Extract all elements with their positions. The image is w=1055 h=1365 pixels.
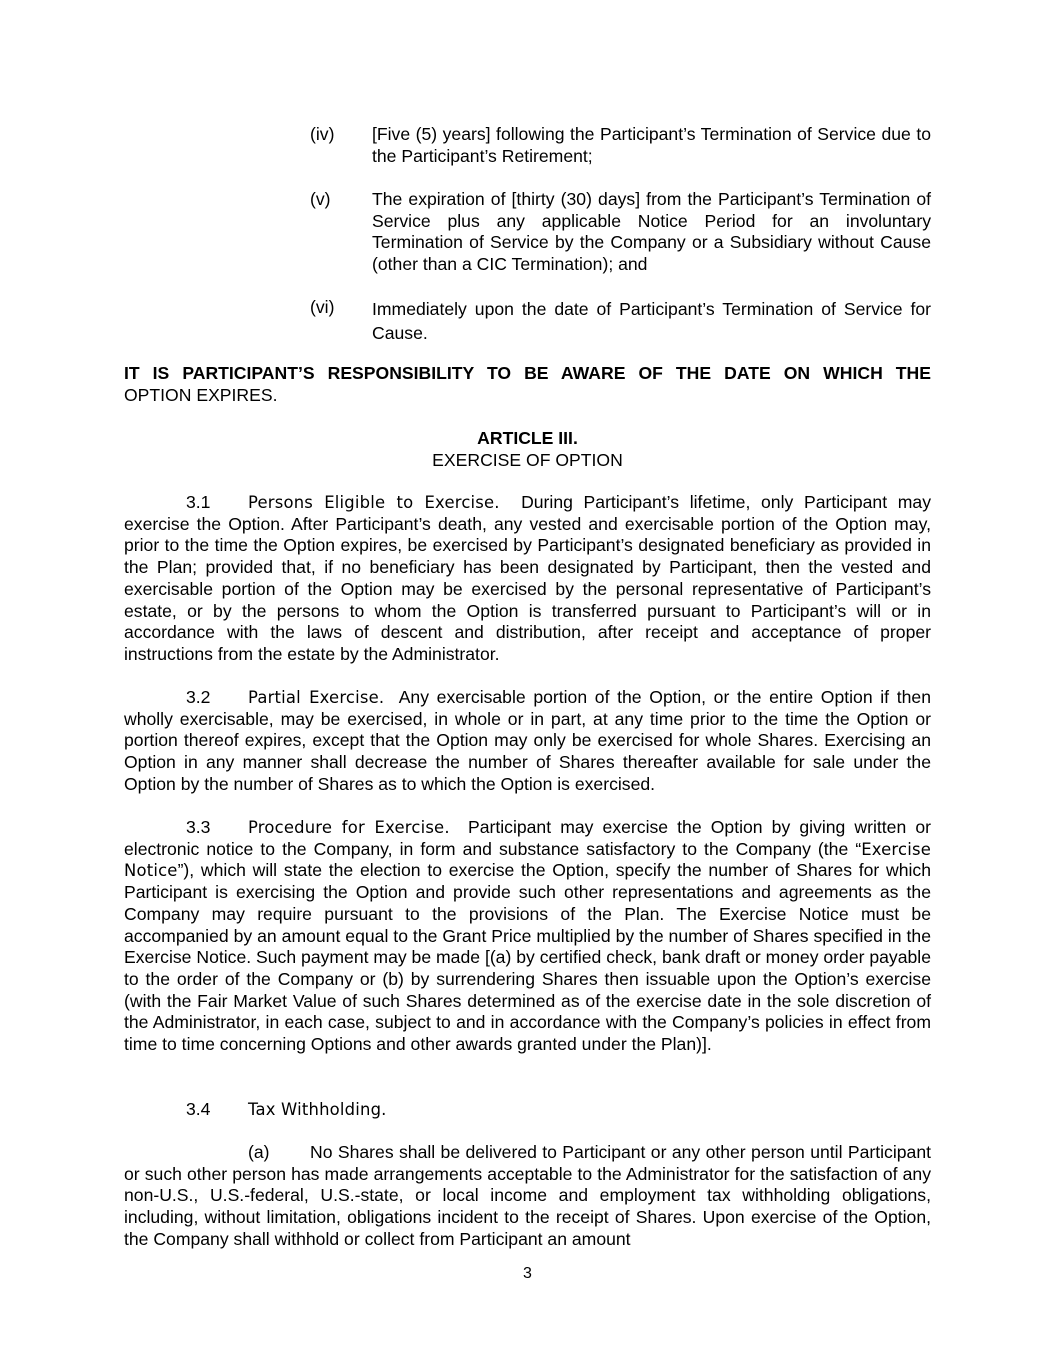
section-number: 3.2 bbox=[186, 687, 211, 707]
section-title: Persons Eligible to Exercise. bbox=[248, 493, 500, 512]
subitem-text: Immediately upon the date of Participant’s Termination of Service for Cause. bbox=[372, 299, 931, 343]
subitem-number: (v) bbox=[310, 189, 331, 209]
section-3-4 bbox=[124, 1099, 931, 1121]
subitem-vi bbox=[310, 297, 931, 345]
notice-text: OPTION EXPIRES. bbox=[124, 384, 278, 405]
section-title: Procedure for Exercise. bbox=[248, 818, 450, 837]
subitem-text: [Five (5) years] following the Participant’s Termination of Service due to the Participant’s Retirement; bbox=[372, 124, 931, 166]
section-3-2 bbox=[124, 687, 931, 796]
expiration-notice bbox=[124, 363, 931, 406]
defined-term: Exercise Notice bbox=[124, 839, 931, 881]
subitem-iv bbox=[310, 124, 931, 167]
subitem-number: (vi) bbox=[310, 297, 335, 317]
page-number: 3 bbox=[523, 1265, 532, 1282]
article-title: EXERCISE OF OPTION bbox=[432, 449, 623, 470]
article-header bbox=[124, 428, 931, 471]
section-number: 3.3 bbox=[186, 817, 211, 837]
section-text: Any exercisable portion of the Option, or the entire Option if then wholly exercisable, may be exercised, in whole or in part, at any time prior to the time the Option or portion thereof expires, except that the Option may only be exercised for whole Shares. Exercising an Option in any manner shall decrease the number of Shares thereafter available for sale under the Option by the number of Shares as to which the Option is exercised. bbox=[124, 687, 931, 794]
section-text: During Participant’s lifetime, only Participant may exercise the Option. After Participant’s death, any vested and exercisable portion of the Option may, prior to the time the Option expires, be exercised by Participant’s designated beneficiary as provided in the Plan; provided that, if no beneficiary has been designated by Participant, then the vested and exercisable portion of the Option may be exercised by the personal representative of Participant’s estate, or by the persons to whom the Option is transferred pursuant to Participant’s will or in accordance with the laws of descent and distribution, after receipt and acceptance of proper instructions from the estate by the Administrator. bbox=[124, 492, 931, 664]
section-title: Partial Exercise. bbox=[248, 688, 385, 707]
section-3-3 bbox=[124, 817, 931, 1056]
section-text: Participant may exercise the Option by giving written or electronic notice to the Company, in form and substance satisfactory to the Company (the “ bbox=[124, 817, 931, 859]
paragraph-number: (a) bbox=[248, 1142, 270, 1162]
article-heading: ARTICLE III. bbox=[477, 428, 578, 448]
section-title: Tax Withholding. bbox=[248, 1100, 387, 1119]
section-number: 3.4 bbox=[186, 1099, 211, 1119]
subitem-number: (iv) bbox=[310, 124, 335, 144]
notice-bold-text: IT IS PARTICIPANT’S RESPONSIBILITY TO BE AWARE OF THE DATE ON WHICH THE bbox=[124, 363, 931, 383]
section-3-1 bbox=[124, 492, 931, 666]
subitem-text: The expiration of [thirty (30) days] from the Participant’s Termination of Service plus any applicable Notice Period for an involuntary Termination of Service by the Company or a Subsidiary without Cause (other than a CIC Termination); and bbox=[372, 189, 931, 275]
paragraph-text: No Shares shall be delivered to Participant or any other person until Participant or such other person has made arrangements acceptable to the Administrator for the satisfaction of any non-U.S., U.S.-federal, U.S.-state, or local income and employment tax withholding obligations, including, without limitation, obligations incident to the receipt of Shares. Upon exercise of the Option, the Company shall withhold or collect from Participant an amount bbox=[124, 1142, 931, 1249]
subitem-v bbox=[310, 189, 931, 276]
paragraph-a bbox=[124, 1142, 931, 1251]
section-text: ”), which will state the election to exercise the Option, specify the number of Shares for which Participant is exercising the Option and provide such other representations and agreements as the Company may require pursuant to the provisions of the Plan. The Exercise Notice must be accompanied by an amount equal to the Grant Price multiplied by the number of Shares specified in the Exercise Notice. Such payment may be made [(a) by certified check, bank draft or money order payable to the order of the Company or (b) by surrendering Shares then issuable upon the Option’s exercise (with the Fair Market Value of such Shares determined as of the exercise date in the sole discretion of the Administrator, in each case, subject to and in accordance with the Company’s policies in effect from time to time concerning Options and other awards granted under the Plan)]. bbox=[124, 860, 931, 1055]
section-number: 3.1 bbox=[186, 492, 211, 512]
